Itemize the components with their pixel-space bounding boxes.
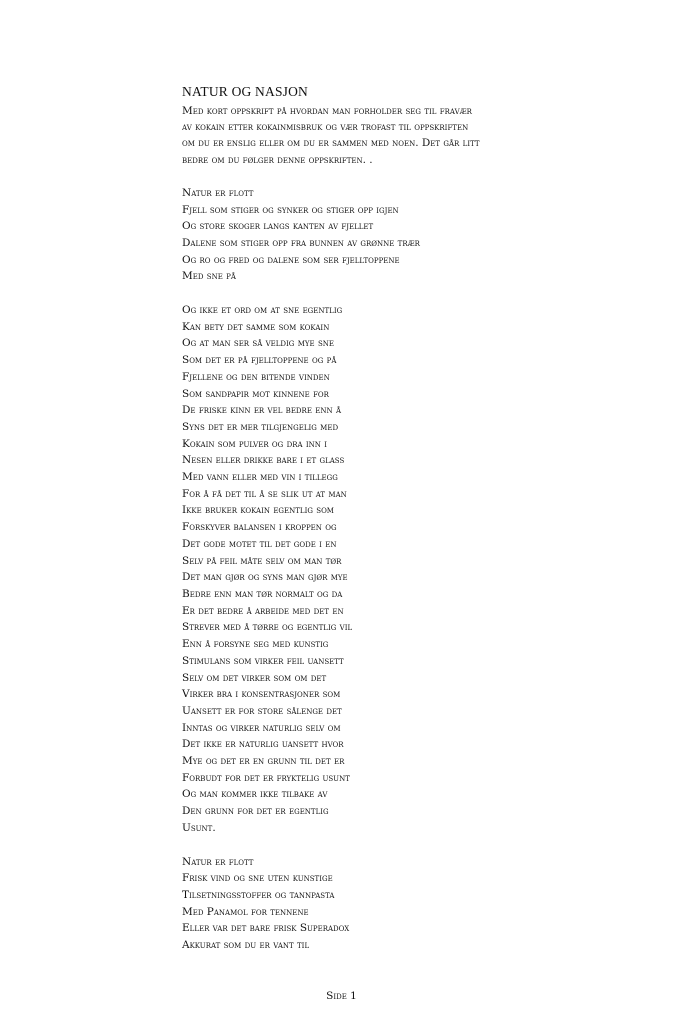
poem-line: Og man kommer ikke tilbake av [182,788,328,801]
poem-line: Selv på feil måte selv om man tør [182,554,342,567]
stanza-2 [182,302,522,837]
poem-line: Med Panamol for tennene [182,905,309,918]
poem-line: Kokain som pulver og dra inn i [182,437,327,450]
intro-line: Med kort oppskrift på hvordan man forholder seg til fravær [182,105,472,117]
poem-line: Forskyver balansen i kroppen og [182,521,337,534]
poem-line: Virker bra i konsentrasjoner som [182,688,341,701]
poem-line: Det gode motet til det gode i en [182,537,337,550]
poem-line: For å få det til å se slik ut at man [182,487,347,500]
poem-line: Det ikke er naturlig uansett hvor [182,738,344,751]
intro-line: om du er enslig eller om du er sammen med noen. Det går litt [182,137,480,150]
poem-line: Enn å forsyne seg med kunstig [182,638,329,651]
intro-line: av kokain etter kokainmisbruk og vær trofast til oppskriften [182,121,469,134]
poem-line: Dalene som stiger opp fra bunnen av grønne trær [182,236,420,249]
poem-line: Fjellene og den bitende vinden [182,370,330,383]
poem-line: Bedre enn man tør normalt og da [182,587,343,600]
poem-line: Syns det er mer tilgjengelig med [182,420,339,433]
poem-line: De friske kinn er vel bedre enn å [182,404,342,417]
poem-line: Med vann eller med vin i tillegg [182,471,338,484]
poem-line: Som sandpapir mot kinnene for [182,387,329,400]
poem-line: Usunt. [182,821,216,834]
stanza-1 [182,185,522,285]
document-page [182,84,522,954]
poem-line: Uansett er for store sålenge det [182,704,342,717]
poem-line: Tilsetningsstoffer og tannpasta [182,888,335,901]
poem-line: Er det bedre å arbeide med det en [182,604,344,617]
poem-line: Det man gjør og syns man gjør mye [182,571,348,584]
stanza-3 [182,854,522,954]
poem-line: Natur er flott [182,855,254,868]
poem-line: Forbudt for det er fryktelig usunt [182,771,350,784]
poem-line: Fjell som stiger og synker og stiger opp igjen [182,203,399,216]
poem-line: Og store skoger langs kanten av fjellet [182,220,374,233]
intro-line: bedre om du følger denne oppskriften. . [182,153,373,166]
poem-line: Natur er flott [182,186,254,199]
poem-line: Frisk vind og sne uten kunstige [182,872,333,885]
poem-line: Og at man ser så veldig mye sne [182,337,334,350]
poem-line: Eller var det bare frisk Superadox [182,922,350,935]
poem-line: Kan bety det samme som kokain [182,320,330,333]
poem-line: Mye og det er en grunn til det er [182,755,345,768]
poem-line: Strever med å tørre og egentlig vil [182,621,353,634]
poem-line: Akkurat som du er vant til [182,939,310,952]
poem-line: Ikke bruker kokain egentlig som [182,504,334,517]
poem-line: Den grunn for det er egentlig [182,805,329,818]
poem-line: Og ro og fred og dalene som ser fjelltoppene [182,253,400,266]
page-number: Side 1 [326,990,357,1002]
poem-line: Med sne på [182,270,236,283]
intro-paragraph [182,103,522,168]
poem-line: Selv om det virker som om det [182,671,327,684]
poem-line: Nesen eller drikke bare i et glass [182,454,345,467]
poem-line: Stimulans som virker feil uansett [182,654,344,667]
poem-line: Og ikke et ord om at sne egentlig [182,304,343,317]
poem-line: Som det er på fjelltoppene og på [182,354,337,367]
poem-line: Inntas og virker naturlig selv om [182,721,341,734]
document-title: NATUR OG NASJON [182,84,309,99]
